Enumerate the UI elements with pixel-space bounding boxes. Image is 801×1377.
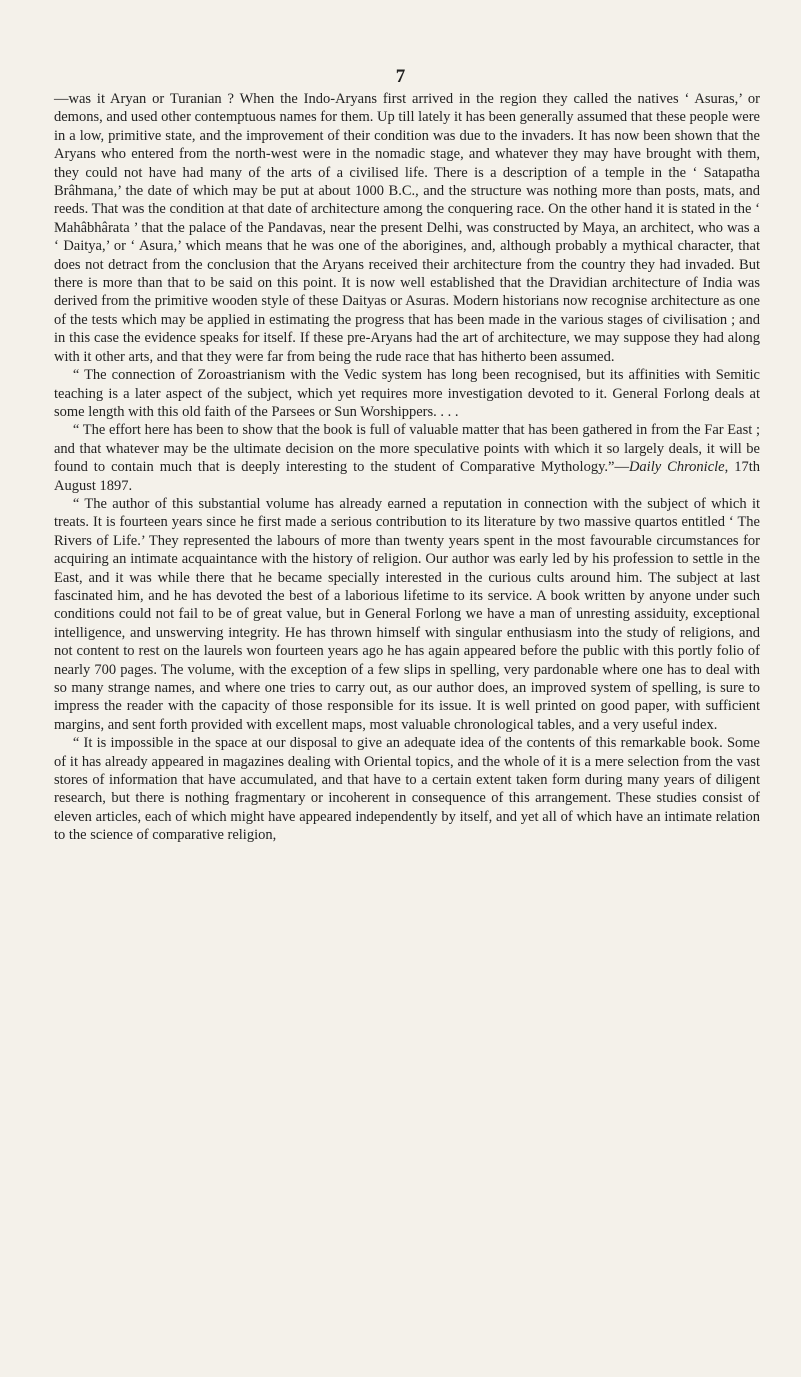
page-number: 7 bbox=[395, 66, 406, 87]
paragraph-book-contents: “ It is impossible in the space at our disposal to give an adequate idea of the contents of this remarkable book. Some of it has already appeared in magazines dealing with Oriental topics, and the whole of it is a mere selection from the vast stores of information that have accumulated, and that have to a certain extent taken form during many years of diligent research, but there is nothing fragmentary or incoherent in consequence of this arrangement. These studies consist of eleven articles, each of which might have appeared independently by itself, and yet all of which have an intimate relation to the science of comparative religion, bbox=[54, 735, 760, 844]
review-date: , 17th August 1897. bbox=[54, 459, 760, 494]
body-text bbox=[54, 90, 760, 845]
paragraph-zoroastrianism: “ The connection of Zoroastrianism with the Vedic system has long been recognised, but its affinities with Semitic teaching is a later aspect of the subject, which yet requires more investigation devoted to it. General Forlong deals at some length with this old faith of the Parsees or Sun Worshippers. . . . bbox=[54, 367, 760, 420]
review-source: Daily Chronicle bbox=[628, 459, 725, 476]
paragraph-review-daily-chronicle bbox=[54, 421, 760, 495]
review-quote-text: “ The effort here has been to show that the book is full of valuable matter that has been gathered in from the Far East ; and that whatever may be the ultimate decision on the more speculative points with which it so largely deals, it will be found to contain much that is deeply interesting to the student of Comparative Mythology.”— bbox=[54, 422, 760, 476]
paragraph-author-reputation: “ The author of this substantial volume has already earned a reputation in connection with the subject of which it treats. It is fourteen years since he first made a serious contribution to its literature by two massive quartos entitled ‘ The Rivers of Life.’ They represented the labours of more than twenty years spent in the most favourable circumstances for acquiring an intimate acquaintance with the history of religion. Our author was early led by his profession to settle in the East, and it was while there that he became specially interested in the curious cults around him. The subject at last fascinated him, and he has devoted the best of a laborious lifetime to its service. A book written by anyone under such conditions could not fail to be of great value, but in General Forlong we have a man of unresting assiduity, exceptional intelligence, and unswerving integrity. He has thrown himself with singular enthusiasm into the study of religions, and not content to rest on the laurels won fourteen years ago he has again appeared before the public with this portly folio of nearly 700 pages. The volume, with the exception of a few slips in spelling, very pardonable where one has to deal with so many strange names, and where one tries to carry out, as our author does, an improved system of spelling, is sure to impress the reader with the capacity of those responsible for its issue. It is well printed on good paper, with sufficient margins, and sent forth provided with excellent maps, most valuable chronological tables, and a very useful index. bbox=[54, 495, 760, 733]
paragraph-aryan-architecture: —was it Aryan or Turanian ? When the Indo-Aryans first arrived in the region they called the natives ‘ Asuras,’ or demons, and used other contemptuous names for them. Up till lately it has been generally assumed that these people were in a low, primitive state, and the improvement of their condition was due to the invaders. It has now been shown that the Aryans who entered from the north-west were in the nomadic stage, and whatever they may have brought with them, they could not have had many of the arts of a civilised life. There is a description of a temple in the ‘ Satapatha Brâhmana,’ the date of which may be put at about 1000 B.C., and the structure was nothing more than posts, mats, and reeds. That was the condition at that date of architecture among the conquering race. On the other hand it is stated in the ‘ Mahâbhârata ’ that the palace of the Pandavas, near the present Delhi, was constructed by Maya, an architect, who was a ‘ Daitya,’ or ‘ Asura,’ which means that he was one of the aborigines, and, although probably a mythical character, that does not detract from the conclusion that the Aryans received their architecture from the country they had invaded. But there is more than that to be said on this point. It is now well established that the Dravidian architecture of India was derived from the primitive wooden style of these Daityas or Asuras. Modern historians now recognise architecture as one of the tests which may be applied in estimating the progress that has been made in the various stages of civilisation ; and in this case the evidence speaks for itself. If these pre-Aryans had the art of architecture, we may suppose they had along with it other arts, and that they were far from being the rude race that has hitherto been assumed. bbox=[54, 91, 760, 365]
